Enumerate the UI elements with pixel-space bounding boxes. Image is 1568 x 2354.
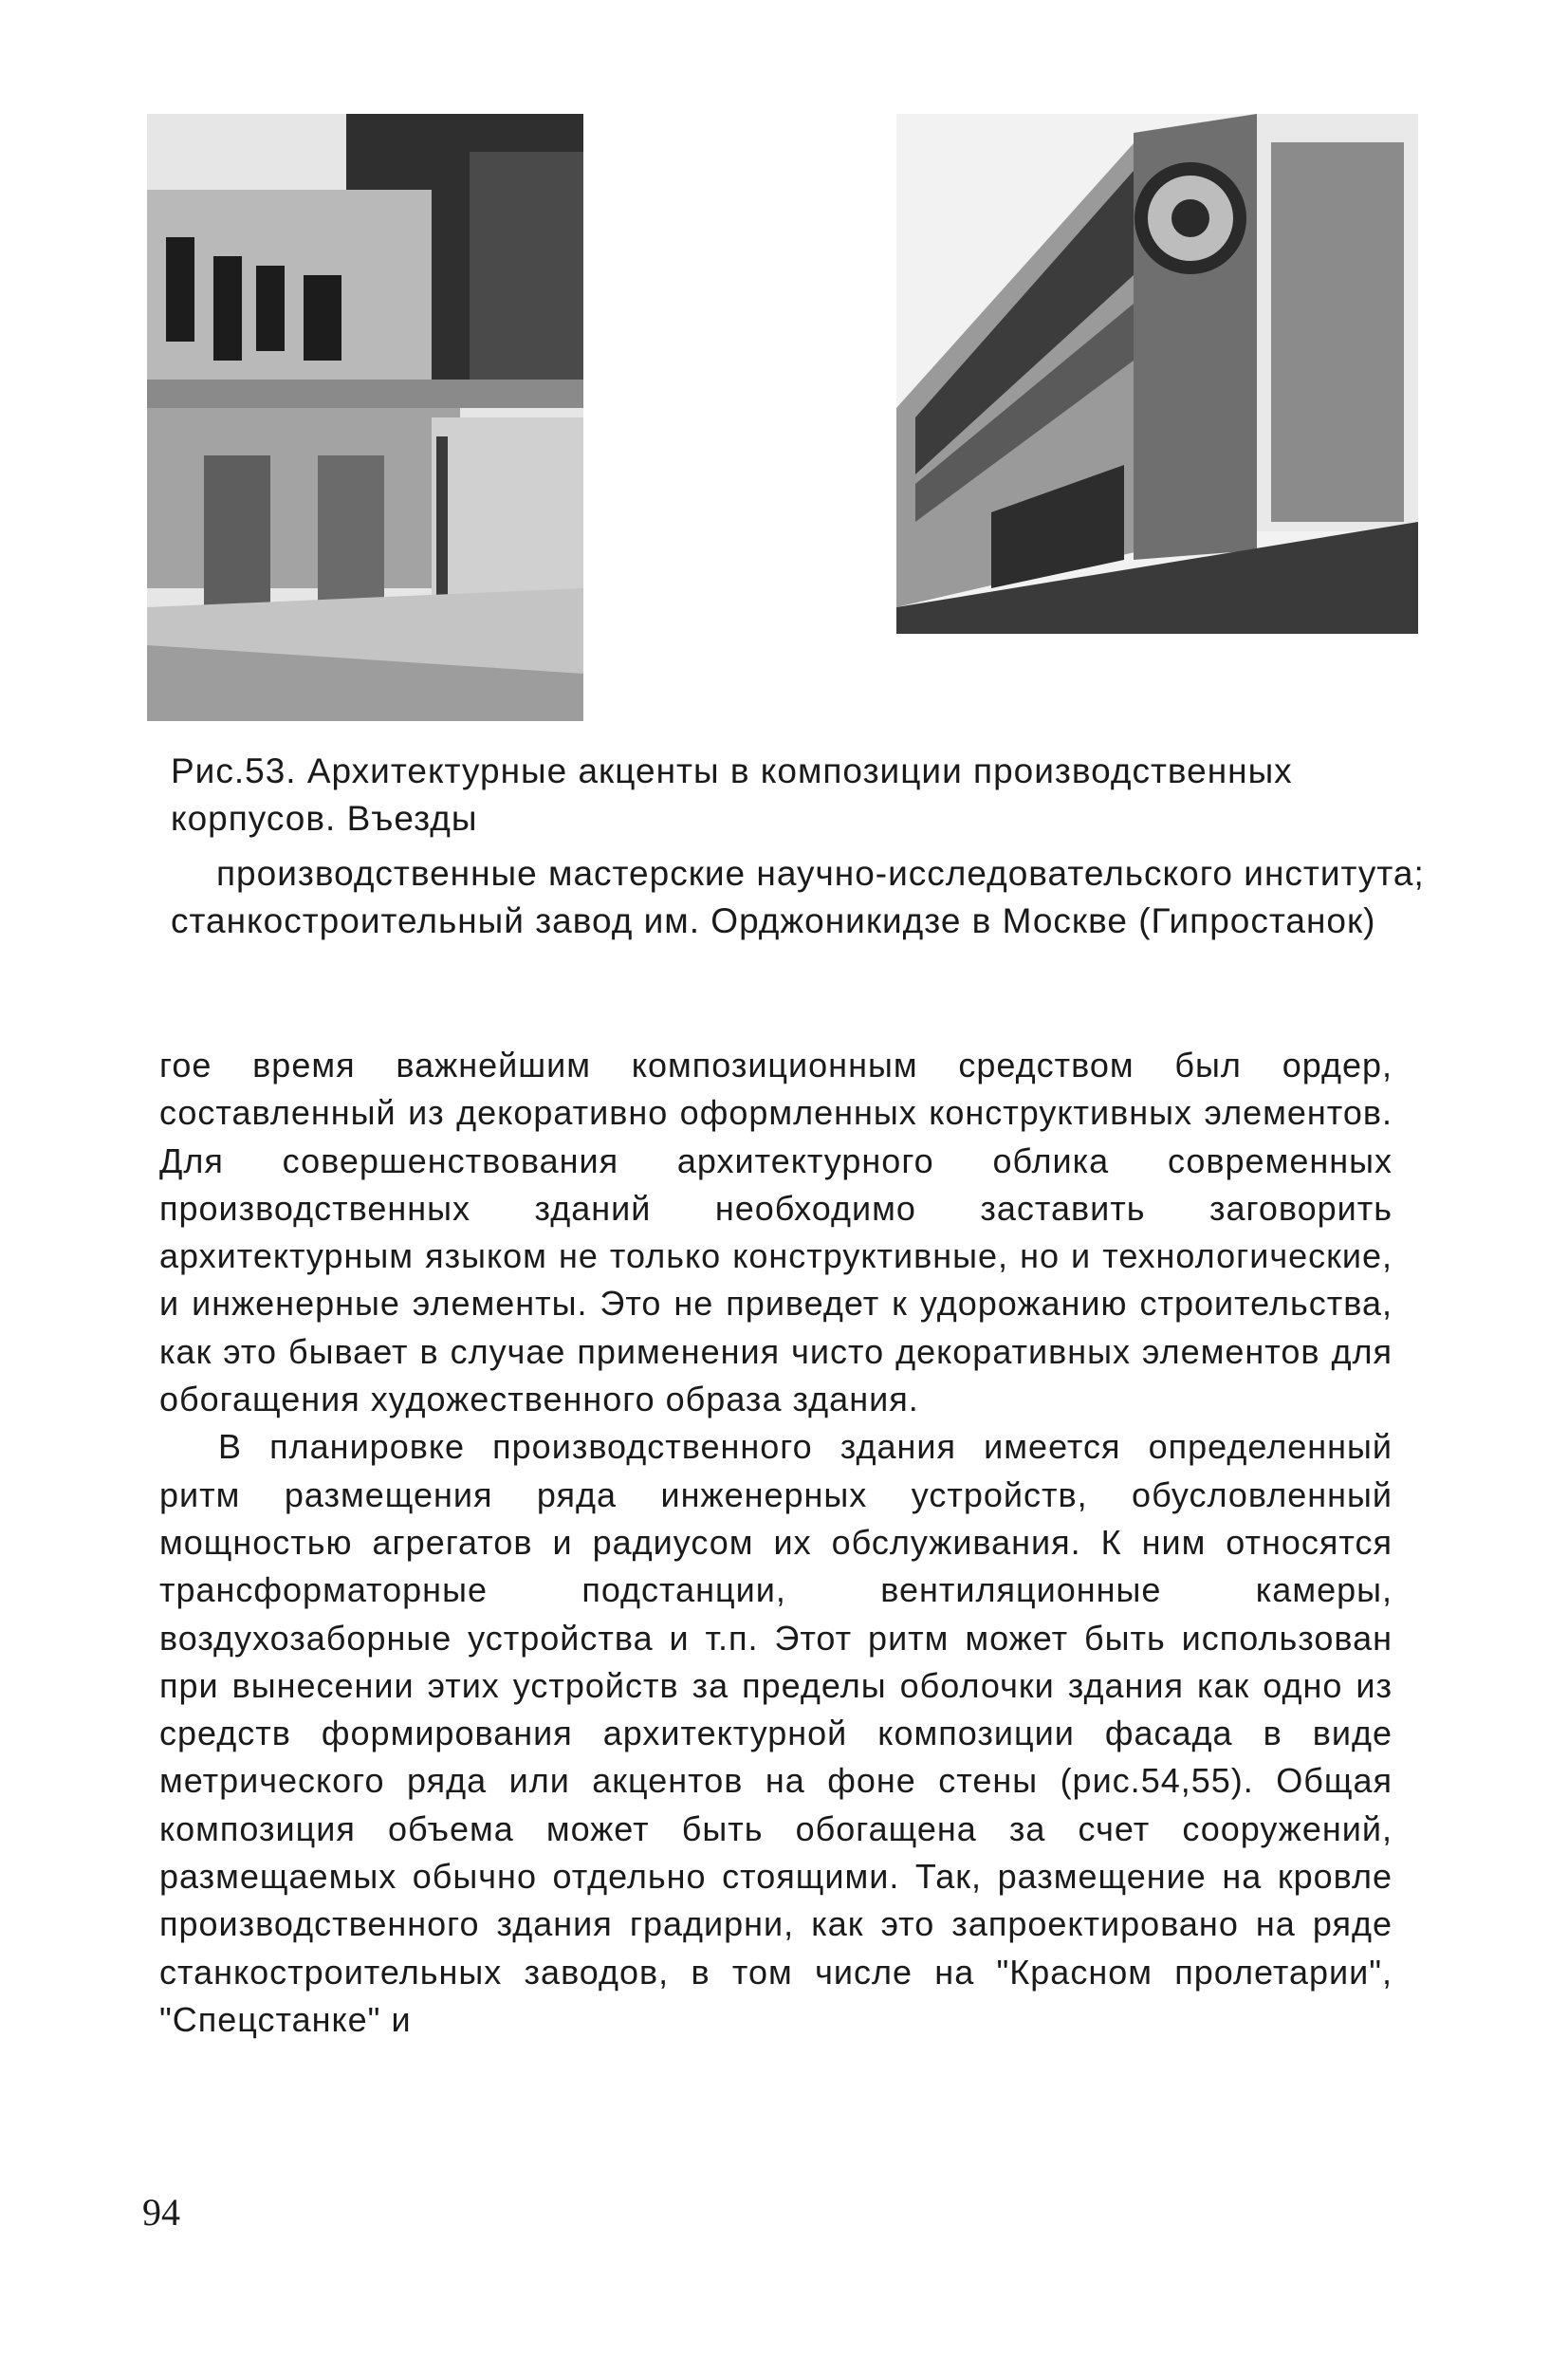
figure-caption-description: производственные мастерские научно-исследовательского института; станкостроительный завод им. Орджоникидзе в Москве (Гипростанок) [171,854,1425,940]
photo-left [147,114,583,721]
factory-photo-icon [896,114,1418,634]
building-photo-icon [147,114,583,721]
photo-right [896,114,1418,634]
page-number: 94 [142,2191,180,2234]
paragraph-1: гое время важнейшим композиционным средством был ордер, составленный из декоративно оформленных конструктивных элементов. Для совершенствования архитектурного облика современных производственных зданий необходимо заставить заговорить архитектурным языком не только конструктивные, но и технологические, и инженерные элементы. Это не приведет к удорожанию строительства, как это бывает в случае применения чисто декоративных элементов для обогащения художественного образа здания. [159,1046,1393,1419]
body-text [159,1042,1393,2044]
figure-caption-title: Рис.53. Архитектурные акценты в композиции производственных корпусов. Въезды [171,751,1293,838]
paragraph-2: В планировке производственного здания имеется определенный ритм размещения ряда инженерных устройств, обусловленный мощностью агрегатов и радиусом их обслуживания. К ним относятся трансформаторные подстанции, вентиляционные камеры, воздухозаборные устройства и т.п. Этот ритм может быть использован при вынесении этих устройств за пределы оболочки здания как одно из средств формирования архитектурной композиции фасада в виде метрического ряда или акцентов на фоне стены (рис.54,55). Общая композиция объема может быть обогащена за счет сооружений, размещаемых обычно отдельно стоящими. Так, размещение на кровле производственного здания градирни, как это запроектировано на ряде станкостроительных заводов, в том числе на "Красном пролетарии", "Спецстанке" и [159,1427,1393,2039]
